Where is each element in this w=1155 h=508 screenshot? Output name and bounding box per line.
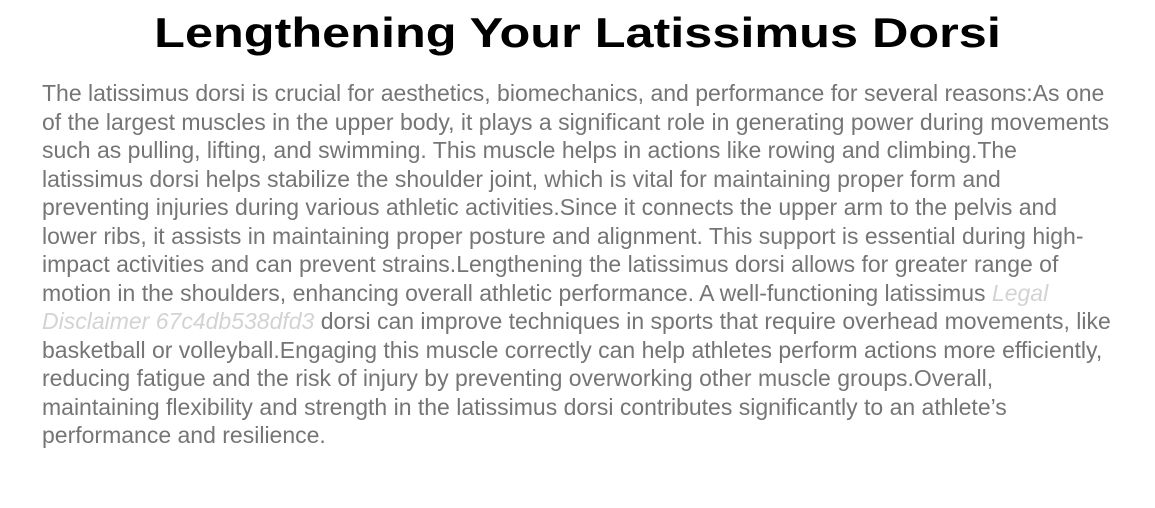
- body-text-before-watermark: The latissimus dorsi is crucial for aesthetics, biomechanics, and performance for several reasons:As one of the largest muscles in the upper body, it plays a significant role in generating power during movements such as pulling, lifting, and swimming. This muscle helps in actions like rowing and climbing.The latissimus dorsi helps stabilize the shoulder joint, which is vital for maintaining proper form and preventing injuries during various athletic activities.Since it connects the upper arm to the pelvis and lower ribs, it assists in maintaining proper posture and alignment. This support is essential during high-impact activities and can prevent strains.Lengthening the latissimus dorsi allows for greater range of motion in the shoulders, enhancing overall athletic performance. A well-functioning latissimus: [42, 80, 1110, 306]
- page-title: Lengthening Your Latissimus Dorsi: [154, 9, 1001, 56]
- legal-disclaimer-watermark: Legal Disclaimer 67c4db538dfd3: [42, 279, 1049, 335]
- page: [0, 8, 1155, 508]
- body-text-after-watermark: dorsi can improve techniques in sports that require overhead movements, like basketball or volleyball.Engaging this muscle correctly can help athletes perform actions more efficiently, reducing fatigue and the risk of injury by preventing overworking other muscle groups.Overall, maintaining flexibility and strength in the latissimus dorsi contributes significantly to an athlete’s performance and resilience.: [42, 308, 1111, 449]
- body-paragraph: [42, 79, 1113, 450]
